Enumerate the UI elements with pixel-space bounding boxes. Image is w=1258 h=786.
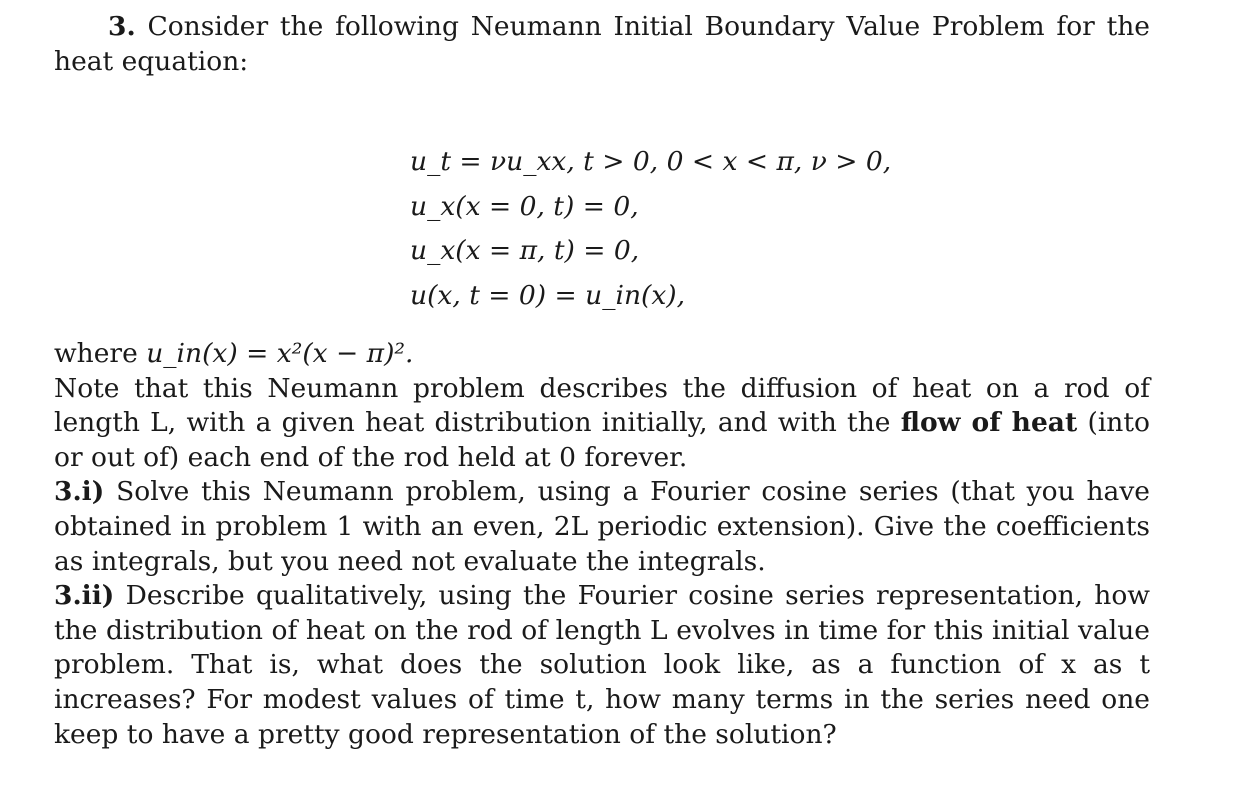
where-prefix: where	[54, 338, 138, 369]
heat-equation: u_t = νu_xx, t > 0, 0 < x < π, ν > 0,	[410, 146, 892, 177]
part-i-text: Solve this Neumann problem, using a Fourier cosine series (that you have obtained in problem 1 with an even, 2L periodic extension). Give the coefficients as integrals, but you need not evaluate the integrals.	[54, 476, 1150, 577]
boundary-condition-right: u_x(x = π, t) = 0,	[410, 235, 640, 267]
note-paragraph	[54, 372, 1150, 476]
problem-intro	[54, 10, 1150, 79]
initial-data-definition: u_in(x) = x²(x − π)².	[146, 338, 414, 369]
problem-intro-text: Consider the following Neumann Initial Boundary Value Problem for the heat equation:	[54, 11, 1150, 77]
equation-system	[410, 140, 891, 319]
part-ii	[54, 579, 1150, 752]
part-ii-text: Describe qualitatively, using the Fourier cosine series representation, how the distribution of heat on the rod of length L evolves in time for this initial value problem. That is, what does the solution look like, as a function of x as t increases? For modest values of time t, how many terms in the series need one keep to have a pretty good representation of the solution?	[54, 580, 1150, 750]
problem-number: 3.	[108, 11, 136, 42]
part-i	[54, 475, 1150, 579]
boundary-condition-left: u_x(x = 0, t) = 0,	[410, 190, 639, 222]
initial-condition: u(x, t = 0) = u_in(x),	[410, 280, 686, 312]
note-text-after: (into or out of) each end of the rod held at 0 forever.	[54, 407, 1150, 473]
part-ii-label: 3.ii)	[54, 580, 115, 612]
where-clause	[54, 337, 1150, 372]
problem-body	[54, 337, 1150, 752]
note-text-before: Note that this Neumann problem describes the diffusion of heat on a rod of length L, with a given heat distribution initially, and with the	[54, 372, 1150, 439]
note-bold-phrase: flow of heat	[900, 407, 1078, 439]
part-i-label: 3.i)	[54, 476, 105, 508]
